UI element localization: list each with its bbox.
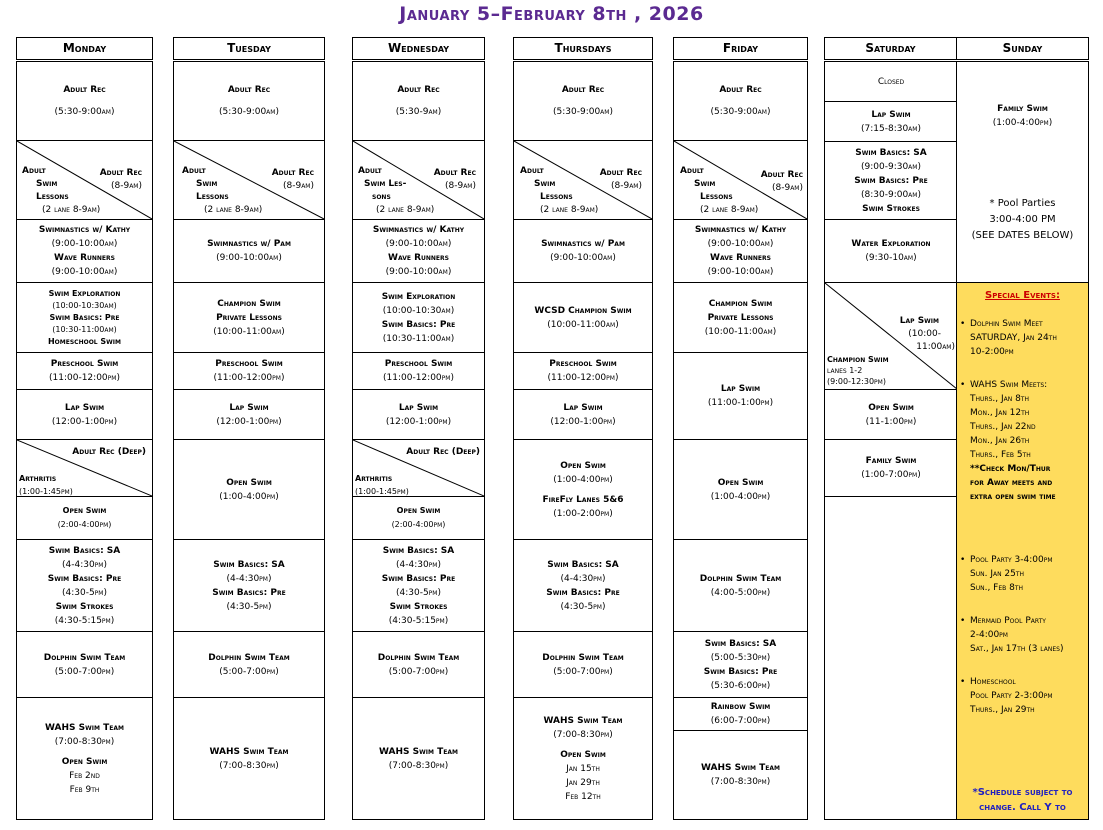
cell-time: (11:00-12:00pm) xyxy=(383,373,454,383)
cell-time: (4:30-5pm) xyxy=(560,601,606,612)
cell-adult-swim-lessons xyxy=(514,141,652,220)
lessons-right-1: Adult Rec xyxy=(433,168,476,178)
lessons-left-3: Lessons xyxy=(196,192,229,202)
page-title: January 5–February 8th , 2026 xyxy=(399,3,704,25)
cell-rainbow xyxy=(674,698,807,731)
cell-time: (5:30-9:00am) xyxy=(710,107,771,117)
arthritis-label: Arthritis xyxy=(19,474,57,483)
cell-swim-basics xyxy=(353,540,484,632)
cell-title: WAHS Swim Team xyxy=(701,763,780,773)
cell-time: (10:30-11:00am) xyxy=(52,324,117,334)
cell-water-exploration xyxy=(825,220,957,283)
cell-title: Family Swim xyxy=(865,456,917,466)
lessons-left-4: (2 lane 8-9am) xyxy=(204,205,263,215)
cell-adult-swim-lessons xyxy=(17,141,152,220)
lap-time-2: 11:00am) xyxy=(916,342,955,352)
cell-title: Dolphin Swim Team xyxy=(377,652,460,663)
cell-title: Preschool Swim xyxy=(50,359,119,369)
header-saturday: Saturday xyxy=(824,37,957,60)
cell-title: Adult Rec xyxy=(561,85,605,95)
lap-time-1: (10:00- xyxy=(908,329,941,339)
cell-time: (4:00-5:00pm) xyxy=(710,587,771,598)
cell-time: (11:00-12:00pm) xyxy=(49,373,120,383)
lessons-right-2: (8-9am) xyxy=(771,183,803,193)
bullet-icon: • xyxy=(960,616,966,626)
lessons-left-3: sons xyxy=(372,192,391,202)
cell-title: Swim Basics: Pre xyxy=(212,587,286,598)
cell-open-swim xyxy=(674,440,807,540)
cell-title: Homeschool Swim xyxy=(47,336,121,346)
cell-champion xyxy=(174,283,324,353)
cell-time: (10:30-11:00am) xyxy=(382,333,455,344)
cell-time: (5:00-5:30pm) xyxy=(710,652,771,663)
column-saturday xyxy=(824,61,957,820)
event-mermaid-party xyxy=(960,614,1086,656)
cell-title: Swimnastics w/ Pam xyxy=(541,239,625,249)
cell-wcsd-champion xyxy=(514,283,652,353)
event-line: Dolphin Swim Meet xyxy=(970,319,1043,329)
cell-title: Open Swim xyxy=(868,402,914,413)
cell-time: (8:30-9:00am) xyxy=(861,189,921,200)
cell-date: Feb 9th xyxy=(69,784,100,795)
footer-line: *Schedule subject to xyxy=(972,787,1073,798)
cell-preschool xyxy=(17,353,152,390)
cell-time: (10:00-11:00am) xyxy=(213,326,285,337)
cell-time: (5:00-7:00pm) xyxy=(388,666,449,677)
cell-title: Private Lessons xyxy=(216,312,282,323)
header-sunday: Sunday xyxy=(956,37,1089,60)
cell-adult-rec xyxy=(174,62,324,141)
cell-title: Preschool Swim xyxy=(549,359,617,369)
cell-title: Swim Basics: Pre xyxy=(49,312,120,322)
cell-title: Swim Basics: SA xyxy=(704,638,777,649)
cell-arthritis xyxy=(17,440,152,497)
cell-title: WAHS Swim Team xyxy=(45,722,124,733)
cell-title: Swim Basics: Pre xyxy=(546,587,620,598)
cell-time: (9:00-10:00am) xyxy=(707,239,774,249)
cell-title: Wave Runners xyxy=(54,253,115,263)
cell-title: Lap Swim xyxy=(871,109,911,120)
cell-title: Lap Swim xyxy=(229,402,269,413)
cell-time: (7:00-8:30pm) xyxy=(710,777,771,787)
cell-title: Adult Rec xyxy=(719,85,762,95)
bullet-icon: • xyxy=(960,319,966,329)
cell-open-swim xyxy=(353,497,484,540)
cell-title: Swim Strokes xyxy=(862,203,920,214)
cell-title: Swimnastics w/ Pam xyxy=(207,239,291,249)
cell-time: (9:00-10:00am) xyxy=(385,239,452,249)
cell-time: (9:00-10:00am) xyxy=(51,267,118,277)
cell-swimnastics xyxy=(17,220,152,283)
lessons-right-1: Adult Rec xyxy=(599,168,642,178)
lessons-left-1: Adult xyxy=(358,166,382,176)
footer-line: change. Call Y to xyxy=(979,802,1066,813)
lessons-left-2: Swim xyxy=(196,179,218,189)
bullet-icon: • xyxy=(960,380,966,390)
cell-exploration xyxy=(353,283,484,353)
cell-title: Closed xyxy=(877,76,905,87)
cell-title: Lap Swim xyxy=(64,402,105,413)
cell-time: (4:30-5:15pm) xyxy=(388,615,449,626)
cell-time: (5:30-9am) xyxy=(395,107,442,117)
cell-dolphin xyxy=(353,632,484,698)
cell-time: (5:30-9:00am) xyxy=(219,107,279,117)
cell-time: (1:00-4:00pm) xyxy=(553,474,613,485)
cell-time: (5:30-9:00am) xyxy=(553,107,613,117)
lessons-left-2: Swim Les- xyxy=(364,179,407,189)
cell-title: Adult Rec xyxy=(63,85,106,95)
cell-title: Swim Basics: SA xyxy=(48,545,121,556)
event-line: Mon., Jan 12th xyxy=(970,408,1030,418)
cell-title: Open Swim xyxy=(717,477,764,488)
cell-swimnastics xyxy=(353,220,484,283)
schedule-footer xyxy=(959,785,1086,815)
cell-adult-swim-lessons xyxy=(174,141,324,220)
cell-time: (5:00-7:00pm) xyxy=(553,666,613,677)
cell-title: Open Swim xyxy=(396,506,441,515)
cell-adult-rec xyxy=(674,62,807,141)
event-line: Thurs., Jan 29th xyxy=(970,705,1035,715)
lessons-left-1: Adult xyxy=(680,166,704,176)
cell-title: Open Swim xyxy=(61,756,108,767)
cell-time: (2:00-4:00pm) xyxy=(391,520,446,529)
cell-time: (1:00-4:00pm) xyxy=(710,491,771,502)
cell-time: (9:30-10am) xyxy=(865,253,917,263)
column-wednesday xyxy=(352,61,485,820)
special-events-title: Special Events: xyxy=(985,290,1060,301)
header-monday: Monday xyxy=(16,37,153,60)
cell-swim-basics xyxy=(514,540,652,632)
cell-adult-rec xyxy=(353,62,484,141)
cell-time: (4-4:30pm) xyxy=(395,559,441,570)
cell-time: (10:00-11:00am) xyxy=(547,319,619,330)
special-events-panel xyxy=(957,283,1088,819)
lessons-left-4: (2 lane 8-9am) xyxy=(376,205,435,215)
champion-lanes: lanes 1-2 xyxy=(827,366,863,375)
cell-time: (12:00-1:00pm) xyxy=(51,416,118,427)
cell-title: Lap Swim xyxy=(720,384,761,394)
lessons-left-4: (2 lane 8-9am) xyxy=(700,205,759,215)
event-line: Sun. Jan 25th xyxy=(970,569,1025,579)
cell-time: (7:00-8:30pm) xyxy=(553,729,613,740)
column-monday xyxy=(16,61,153,820)
pool-parties-time: 3:00-4:00 PM xyxy=(989,214,1056,225)
cell-swimnastics xyxy=(174,220,324,283)
cell-champion xyxy=(674,283,807,353)
cell-title: WAHS Swim Team xyxy=(209,746,289,757)
lessons-left-4: (2 lane 8-9am) xyxy=(42,205,101,215)
cell-wahs xyxy=(17,698,152,819)
column-sunday xyxy=(956,61,1089,820)
pool-parties-label: * Pool Parties xyxy=(989,198,1056,209)
cell-time: (5:00-7:00pm) xyxy=(54,666,115,677)
cell-time: (10:00-10:30am) xyxy=(52,300,117,310)
event-dolphin-meet xyxy=(960,317,1086,359)
lessons-right-2: (8-9am) xyxy=(444,181,476,191)
cell-title: Dolphin Swim Team xyxy=(43,652,126,663)
cell-time: (4:30-5pm) xyxy=(61,587,107,598)
bullet-icon: • xyxy=(960,677,966,687)
lessons-left-2: Swim xyxy=(36,179,58,189)
cell-title: Lap Swim xyxy=(563,402,603,413)
cell-title: Wave Runners xyxy=(710,253,771,263)
cell-title: WCSD Champion Swim xyxy=(534,305,632,316)
cell-swim-basics xyxy=(825,142,957,220)
lessons-left-3: Lessons xyxy=(540,192,573,202)
lessons-right-2: (8-9am) xyxy=(110,181,142,191)
lessons-right-1: Adult Rec xyxy=(760,170,803,180)
cell-title: Dolphin Swim Team xyxy=(208,652,290,663)
cell-time: (9:00-9:30am) xyxy=(861,161,921,172)
cell-time: (1:00-2:00pm) xyxy=(553,508,613,519)
cell-title: Wave Runners xyxy=(388,253,449,263)
event-homeschool-party xyxy=(960,675,1086,717)
cell-time: (4:30-5pm) xyxy=(395,587,441,598)
cell-time: (5:30-6:00pm) xyxy=(710,680,771,691)
cell-title: Swim Basics: SA xyxy=(213,559,285,570)
cell-lap-swim xyxy=(353,390,484,440)
event-line: Mon., Jan 26th xyxy=(970,436,1030,446)
column-thursdays xyxy=(513,61,653,820)
cell-title: Swim Basics: SA xyxy=(547,559,619,570)
cell-preschool xyxy=(514,353,652,390)
event-line: 10-2:00pm xyxy=(970,347,1014,357)
event-line: Pool Party 2-3:00pm xyxy=(970,691,1053,701)
cell-title: Swim Strokes xyxy=(55,601,114,612)
cell-title: Open Swim xyxy=(62,506,107,515)
lessons-left-2: Swim xyxy=(534,179,556,189)
cell-time: (4-4:30pm) xyxy=(560,573,606,584)
lessons-left-2: Swim xyxy=(694,179,716,189)
cell-exploration xyxy=(17,283,152,353)
cell-title: FireFly Lanes 5&6 xyxy=(542,494,624,505)
event-line: Mermaid Pool Party xyxy=(970,616,1046,626)
cell-time: (11:00-12:00pm) xyxy=(547,373,619,383)
deep-label: Adult Rec (Deep) xyxy=(406,447,480,457)
cell-title: Swim Basics: Pre xyxy=(381,319,456,330)
cell-time: (11:00-1:00pm) xyxy=(707,398,774,408)
arthritis-time: (1:00-1:45pm) xyxy=(19,487,73,496)
cell-time: (7:00-8:30pm) xyxy=(219,760,279,771)
cell-wahs xyxy=(674,731,807,819)
cell-family-swim xyxy=(957,62,1088,283)
event-note: **Check Mon/Thur xyxy=(970,464,1051,474)
event-wahs-meets xyxy=(960,378,1086,504)
cell-time: (4:30-5:15pm) xyxy=(54,615,115,626)
event-line: SATURDAY, Jan 24th xyxy=(970,333,1057,343)
cell-open-swim xyxy=(825,390,957,440)
cell-dolphin xyxy=(674,540,807,632)
cell-time: (4-4:30pm) xyxy=(226,573,272,584)
cell-title: Swim Basics: Pre xyxy=(47,573,122,584)
event-line: Thurs., Jan 22nd xyxy=(970,422,1036,432)
cell-time: (5:30-9:00am) xyxy=(54,107,115,117)
cell-title: Champion Swim xyxy=(708,298,773,309)
cell-time: (1:00-4:00pm) xyxy=(219,491,279,502)
cell-time: (6:00-7:00pm) xyxy=(710,716,771,726)
cell-time: (2:00-4:00pm) xyxy=(57,520,112,529)
cell-swimnastics xyxy=(674,220,807,283)
cell-time: (11-1:00pm) xyxy=(865,416,917,427)
cell-date: Feb 2nd xyxy=(69,770,100,781)
cell-time: (7:00-8:30pm) xyxy=(388,760,449,771)
cell-title: Preschool Swim xyxy=(215,359,283,369)
pool-parties-note: (SEE DATES BELOW) xyxy=(971,230,1074,241)
cell-time: (10:00-11:00am) xyxy=(704,326,777,337)
cell-title: WAHS Swim Team xyxy=(543,715,623,726)
event-line: Thurs., Feb 5th xyxy=(970,450,1031,460)
event-line: 2-4:00pm xyxy=(970,630,1008,640)
cell-title: Open Swim xyxy=(560,460,606,471)
cell-swimnastics xyxy=(514,220,652,283)
cell-swim-basics xyxy=(674,632,807,698)
cell-title: Swim Exploration xyxy=(381,291,456,302)
cell-lap-swim xyxy=(514,390,652,440)
arthritis-time: (1:00-1:45pm) xyxy=(355,487,409,496)
cell-wahs xyxy=(174,698,324,819)
cell-open-swim xyxy=(174,440,324,540)
cell-title: Preschool Swim xyxy=(384,359,453,369)
cell-swim-basics xyxy=(174,540,324,632)
cell-date: Feb 12th xyxy=(565,791,601,802)
cell-date: Jan 29th xyxy=(566,777,600,788)
header-thursdays: Thursdays xyxy=(513,37,653,60)
cell-time: (9:00-10:00am) xyxy=(707,267,774,277)
cell-title: Swim Basics: Pre xyxy=(854,175,928,186)
cell-closed xyxy=(825,62,957,102)
cell-title: Swim Strokes xyxy=(389,601,448,612)
cell-time: (9:00-10:00am) xyxy=(51,239,118,249)
cell-arthritis xyxy=(353,440,484,497)
cell-title: Swim Basics: Pre xyxy=(703,666,778,677)
event-line: Sun., Feb 8th xyxy=(970,583,1024,593)
cell-family-swim xyxy=(825,440,957,497)
lap-label: Lap Swim xyxy=(899,316,939,326)
cell-title: Private Lessons xyxy=(707,312,774,323)
cell-title: Dolphin Swim Team xyxy=(699,573,782,584)
cell-time: (12:00-1:00pm) xyxy=(550,416,616,427)
cell-dolphin xyxy=(17,632,152,698)
cell-title: WAHS Swim Team xyxy=(379,746,458,757)
cell-title: Family Swim xyxy=(997,104,1048,114)
cell-lap-swim xyxy=(17,390,152,440)
cell-time: (1:00-7:00pm) xyxy=(861,470,921,480)
cell-time: (4:30-5pm) xyxy=(226,601,272,612)
lessons-left-1: Adult xyxy=(520,166,544,176)
cell-time: (7:00-8:30pm) xyxy=(54,736,115,747)
cell-lap-swim xyxy=(674,353,807,440)
column-friday xyxy=(673,61,808,820)
cell-title: Lap Swim xyxy=(398,402,439,413)
cell-title: Dolphin Swim Team xyxy=(542,652,624,663)
cell-time: (12:00-1:00pm) xyxy=(385,416,452,427)
arthritis-label: Arthritis xyxy=(355,474,393,483)
cell-title: Swim Basics: Pre xyxy=(381,573,456,584)
cell-time: (9:00-10:00am) xyxy=(216,253,282,263)
cell-date: Jan 15th xyxy=(566,763,600,774)
cell-time: (11:00-12:00pm) xyxy=(213,373,285,383)
cell-title: Adult Rec xyxy=(227,85,271,95)
cell-title: Champion Swim xyxy=(217,298,281,309)
cell-adult-swim-lessons xyxy=(674,141,807,220)
event-line: Sat., Jan 17th (3 lanes) xyxy=(970,644,1064,654)
champion-label: Champion Swim xyxy=(827,355,889,364)
cell-time: (9:00-10:00am) xyxy=(550,253,616,263)
cell-preschool xyxy=(353,353,484,390)
cell-title: Swimnastics w/ Kathy xyxy=(694,225,787,235)
cell-title: Swim Basics: SA xyxy=(855,147,927,158)
cell-title: Swimnastics w/ Kathy xyxy=(372,225,465,235)
lessons-right-2: (8-9am) xyxy=(282,181,314,191)
lessons-left-4: (2 lane 8-9am) xyxy=(540,205,599,215)
header-friday: Friday xyxy=(673,37,808,60)
cell-swim-basics xyxy=(17,540,152,632)
event-line: WAHS Swim Meets: xyxy=(970,380,1048,390)
cell-time: (10:00-10:30am) xyxy=(382,305,455,316)
cell-title: Swimnastics w/ Kathy xyxy=(38,225,131,235)
cell-champion-lap xyxy=(825,283,957,390)
lessons-right-1: Adult Rec xyxy=(271,168,314,178)
cell-title: Swim Basics: SA xyxy=(382,545,455,556)
cell-open-swim xyxy=(17,497,152,540)
lessons-left-3: Lessons xyxy=(700,192,733,202)
lessons-left-3: Lessons xyxy=(36,192,69,202)
cell-time: (7:15-8:30am) xyxy=(861,123,921,134)
cell-title: Rainbow Swim xyxy=(710,702,771,712)
cell-title: Open Swim xyxy=(226,477,272,488)
cell-open-swim xyxy=(514,440,652,540)
cell-adult-rec xyxy=(17,62,152,141)
cell-adult-swim-lessons xyxy=(353,141,484,220)
cell-time: (12:00-1:00pm) xyxy=(216,416,282,427)
cell-time: (9:00-10:00am) xyxy=(385,267,452,277)
event-note: for Away meets and xyxy=(970,478,1053,488)
cell-wahs xyxy=(353,698,484,819)
header-wednesday: Wednesday xyxy=(352,37,485,60)
event-line: Pool Party 3-4:00pm xyxy=(970,555,1053,565)
cell-lap-swim xyxy=(825,102,957,142)
cell-lap-swim xyxy=(174,390,324,440)
event-line: Thurs., Jan 8th xyxy=(970,394,1029,404)
cell-title: Water Exploration xyxy=(851,239,931,249)
cell-title: Swim Exploration xyxy=(48,288,121,298)
event-line: Homeschool xyxy=(970,677,1016,687)
cell-dolphin xyxy=(174,632,324,698)
cell-title: Adult Rec xyxy=(397,85,440,95)
cell-title: Open Swim xyxy=(560,749,606,760)
column-tuesday xyxy=(173,61,325,820)
cell-time: (5:00-7:00pm) xyxy=(219,666,279,677)
lessons-left-1: Adult xyxy=(22,166,46,176)
cell-wahs xyxy=(514,698,652,819)
cell-time: (1:00-4:00pm) xyxy=(992,118,1053,128)
cell-preschool xyxy=(174,353,324,390)
bullet-icon: • xyxy=(960,555,966,565)
deep-label: Adult Rec (Deep) xyxy=(72,447,146,457)
event-pool-party xyxy=(960,553,1086,595)
event-note: extra open swim time xyxy=(970,492,1056,502)
lessons-right-1: Adult Rec xyxy=(99,168,142,178)
lessons-left-1: Adult xyxy=(182,166,206,176)
cell-adult-rec xyxy=(514,62,652,141)
champion-time: (9:00-12:30pm) xyxy=(827,377,886,386)
header-tuesday: Tuesday xyxy=(173,37,325,60)
cell-dolphin xyxy=(514,632,652,698)
cell-time: (4-4:30pm) xyxy=(61,559,107,570)
lessons-right-2: (8-9am) xyxy=(610,181,642,191)
